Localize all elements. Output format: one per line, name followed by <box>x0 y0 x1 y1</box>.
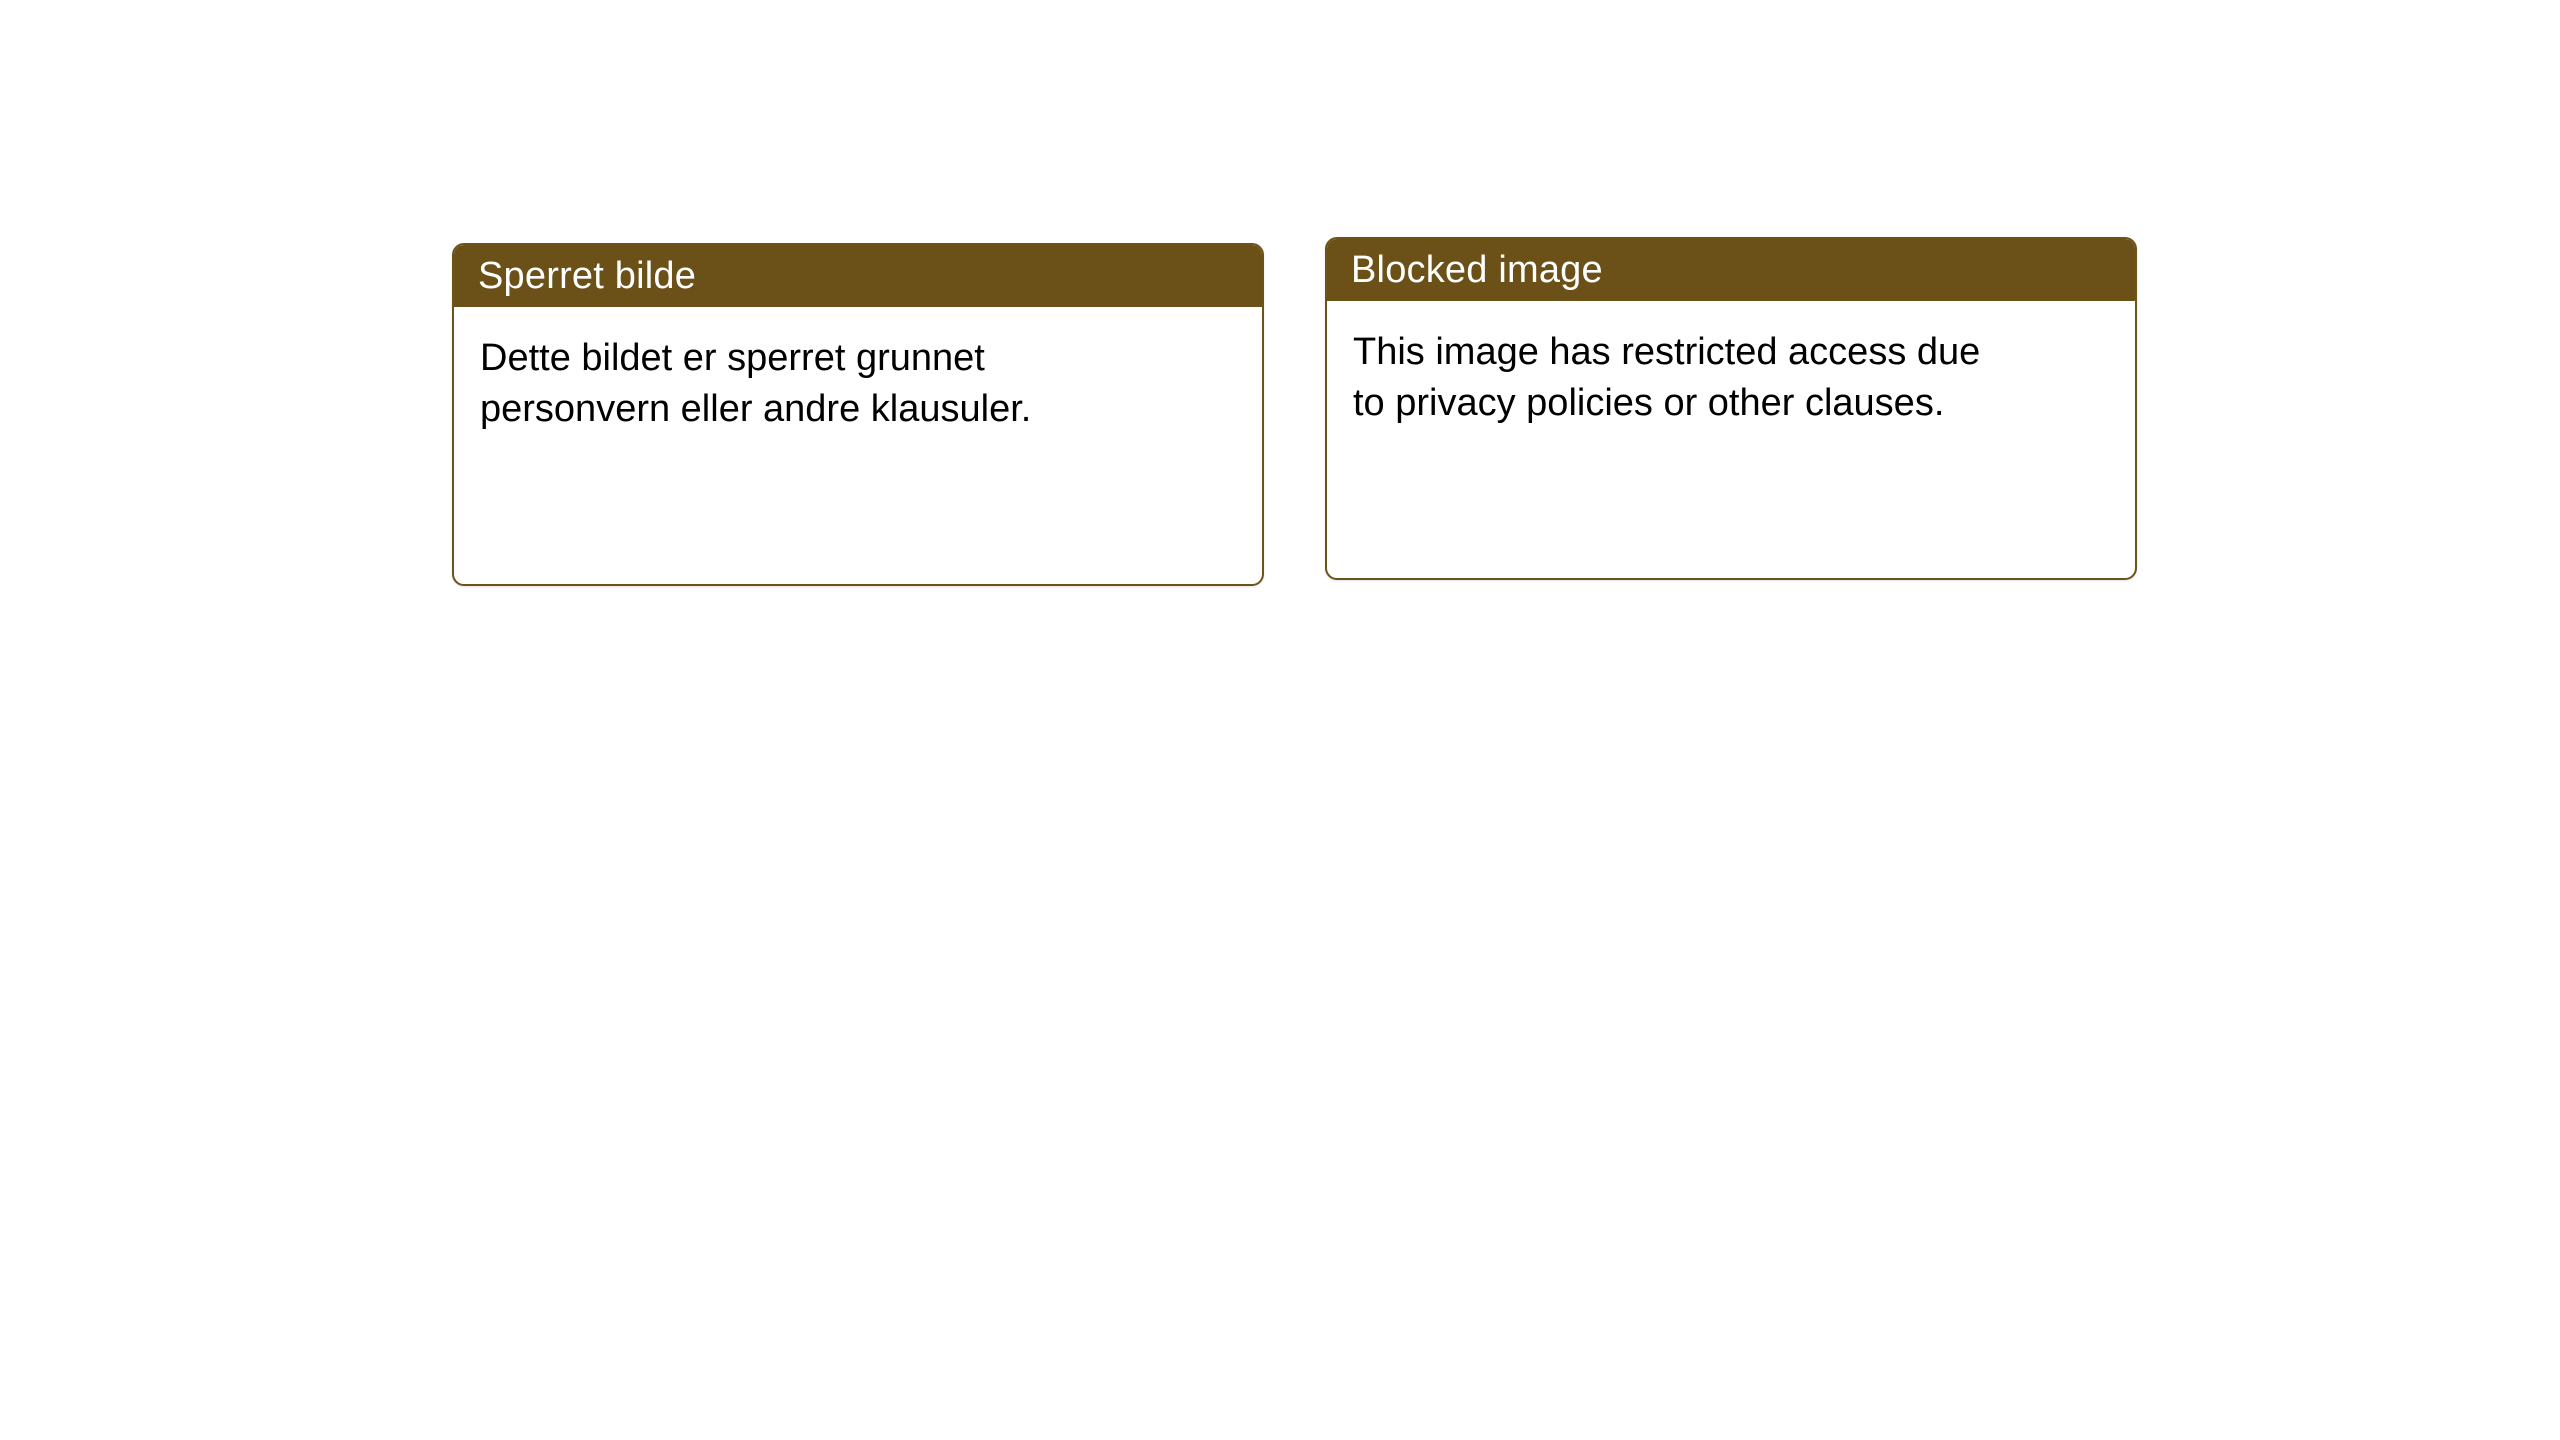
notice-header-no <box>454 245 1262 307</box>
notice-message-en: This image has restricted access due to privacy policies or other clauses. <box>1353 331 1981 424</box>
notice-message-no: Dette bildet er sperret grunnet personvern eller andre klausuler. <box>480 337 1032 430</box>
notice-body-no <box>454 307 1262 434</box>
blocked-image-notice-no <box>452 243 1264 586</box>
notice-title-en: Blocked image <box>1351 248 1603 291</box>
blocked-image-notice-en <box>1325 237 2137 580</box>
notice-body-en <box>1327 301 2135 428</box>
notice-header-en <box>1327 239 2135 301</box>
notice-title-no: Sperret bilde <box>478 254 697 297</box>
